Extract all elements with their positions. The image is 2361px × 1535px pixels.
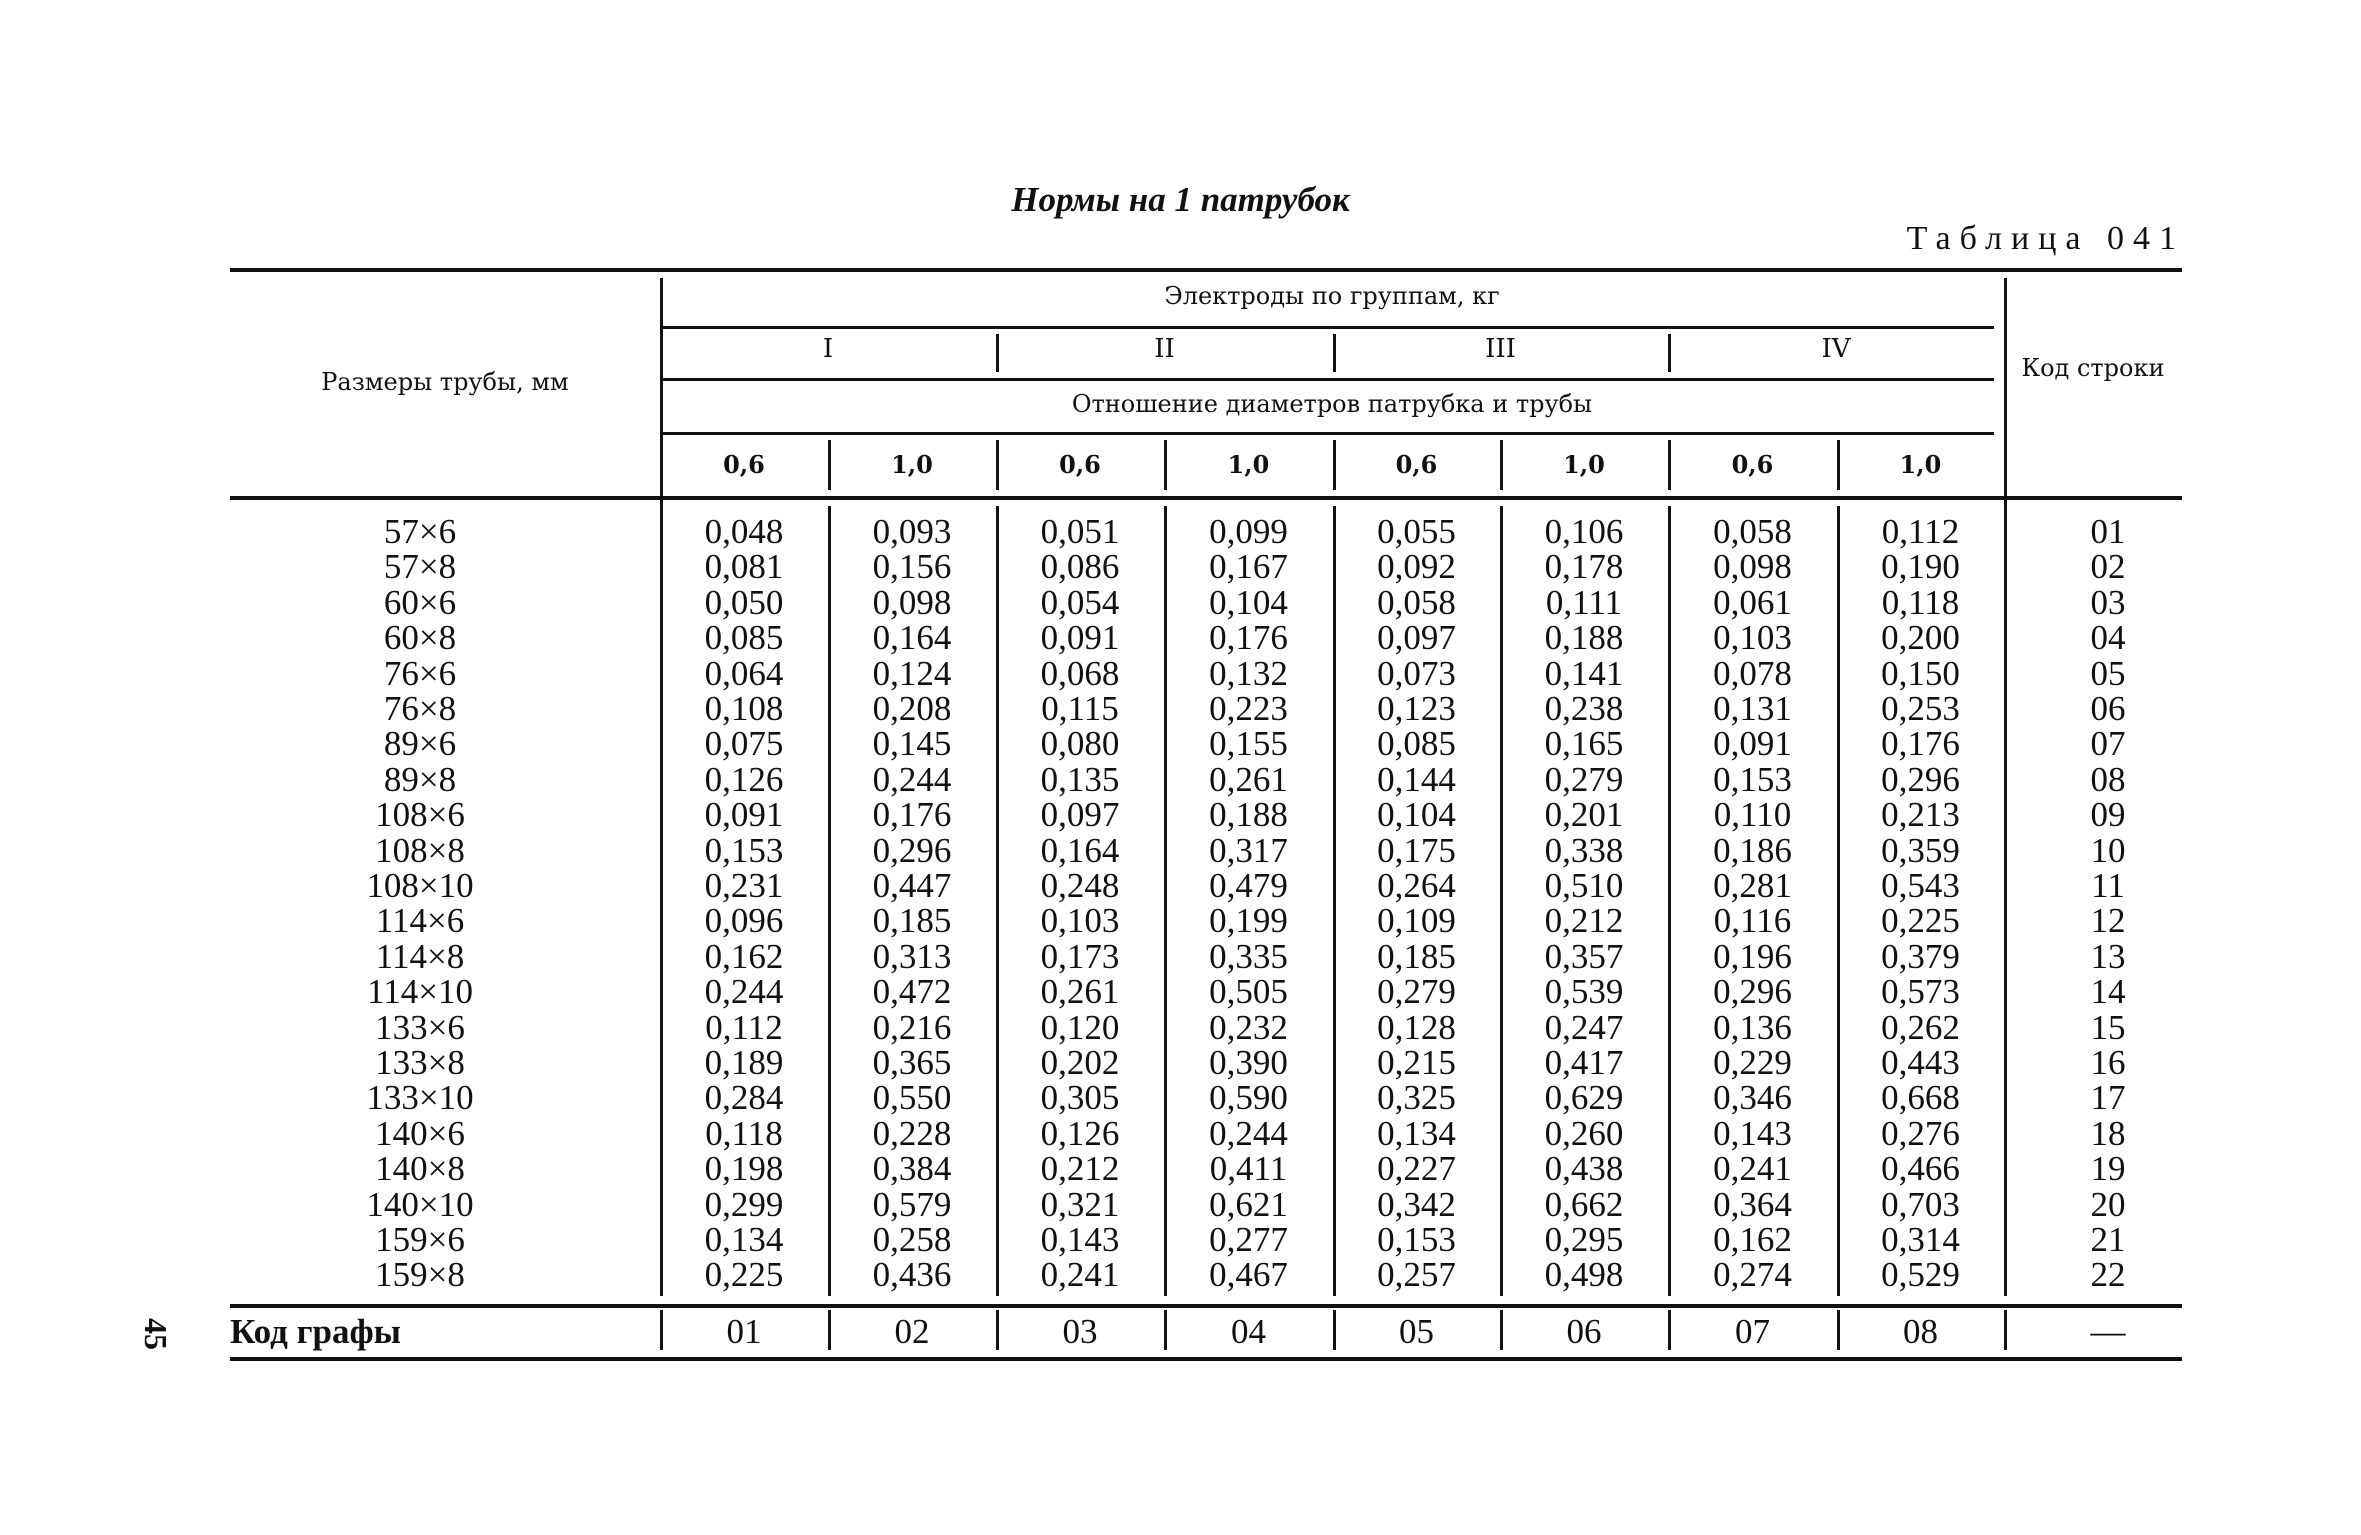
electrode-norm-value: 0,068 xyxy=(1040,653,1120,693)
column-code: 08 xyxy=(1903,1312,1938,1351)
electrode-norm-value: 0,257 xyxy=(1377,1255,1456,1295)
column-code: 05 xyxy=(1399,1312,1434,1351)
electrode-norm-value: 0,703 xyxy=(1881,1184,1960,1224)
electrode-norm-value: 0,467 xyxy=(1209,1255,1288,1295)
electrode-norm-value: 0,106 xyxy=(1544,512,1624,551)
electrode-norm-value: 0,261 xyxy=(1040,972,1120,1012)
electrode-norm-value: 0,143 xyxy=(1713,1113,1792,1153)
page-title: Нормы на 1 патрубок xyxy=(1011,180,1350,219)
electrode-norm-value: 0,479 xyxy=(1209,866,1288,905)
pipe-size: 133×8 xyxy=(375,1043,465,1082)
pipe-size: 108×10 xyxy=(366,866,474,905)
group-header: II xyxy=(1154,334,1175,364)
column-code: 01 xyxy=(726,1312,762,1351)
electrode-norm-value: 0,064 xyxy=(704,653,784,693)
electrode-norm-value: 0,051 xyxy=(1040,512,1120,551)
electrode-norm-value: 0,118 xyxy=(705,1113,783,1153)
header-bottom-rule xyxy=(230,496,2182,500)
electrode-norm-value: 0,153 xyxy=(1377,1220,1456,1259)
ratio-value: 0,6 xyxy=(1731,450,1774,479)
electrode-norm-value: 0,208 xyxy=(872,689,952,728)
electrode-norm-value: 0,346 xyxy=(1713,1078,1792,1118)
electrode-norm-value: 0,231 xyxy=(704,866,784,905)
electrode-norm-value: 0,505 xyxy=(1209,972,1288,1012)
row-code: 10 xyxy=(2090,830,2126,870)
electrode-norm-value: 0,185 xyxy=(872,901,952,941)
row-code: 01 xyxy=(2090,512,2126,551)
electrode-norm-value: 0,111 xyxy=(1545,582,1623,622)
footer-bottom-rule xyxy=(230,1357,2182,1361)
table-label: Таблица 041 xyxy=(1906,220,2185,257)
pipe-size: 60×6 xyxy=(383,582,457,622)
pipe-size: 108×6 xyxy=(375,795,465,835)
ratio-value: 1,0 xyxy=(1563,450,1605,479)
pipe-size: 57×8 xyxy=(383,547,457,587)
electrode-norm-value: 0,253 xyxy=(1881,689,1960,728)
pipe-size: 60×8 xyxy=(383,618,457,658)
electrode-norm-value: 0,186 xyxy=(1713,830,1792,870)
electrode-norm-value: 0,126 xyxy=(704,759,784,799)
row-code: 17 xyxy=(2090,1078,2126,1118)
electrode-norm-value: 0,238 xyxy=(1544,689,1624,728)
electrode-norm-value: 0,225 xyxy=(1881,901,1960,941)
electrode-norm-value: 0,092 xyxy=(1377,547,1456,587)
electrode-norm-value: 0,213 xyxy=(1881,795,1960,835)
electrode-norm-value: 0,075 xyxy=(704,724,784,764)
electrode-norm-value: 0,109 xyxy=(1377,901,1456,941)
electrode-norm-value: 0,185 xyxy=(1377,936,1456,976)
electrode-norm-value: 0,188 xyxy=(1544,618,1624,658)
footer-divider xyxy=(2004,1310,2007,1350)
page-number: 45 xyxy=(138,1318,174,1350)
electrode-norm-value: 0,150 xyxy=(1881,653,1960,693)
column-code: 02 xyxy=(894,1312,930,1351)
electrode-norm-value: 0,188 xyxy=(1209,795,1288,835)
electrode-norm-value: 0,573 xyxy=(1881,972,1960,1012)
row-code: 11 xyxy=(2091,866,2125,905)
row-code: 12 xyxy=(2090,901,2126,941)
electrode-norm-value: 0,104 xyxy=(1209,582,1288,622)
electrode-norm-value: 0,134 xyxy=(704,1220,784,1259)
electrode-norm-value: 0,120 xyxy=(1040,1007,1120,1047)
body-bottom-rule xyxy=(230,1304,2182,1308)
electrode-norm-value: 0,277 xyxy=(1209,1220,1288,1259)
electrode-norm-value: 0,447 xyxy=(872,866,952,905)
column-code-dash: — xyxy=(2090,1312,2126,1351)
electrode-norm-value: 0,274 xyxy=(1713,1255,1792,1295)
ratio-value: 0,6 xyxy=(723,450,765,479)
electrode-norm-value: 0,325 xyxy=(1377,1078,1456,1118)
electrode-norm-value: 0,227 xyxy=(1377,1149,1456,1189)
electrode-norm-value: 0,156 xyxy=(872,547,952,587)
electrode-norm-value: 0,281 xyxy=(1713,866,1792,905)
row-code: 03 xyxy=(2090,582,2126,622)
electrode-norm-value: 0,098 xyxy=(872,582,952,622)
row-code: 15 xyxy=(2090,1007,2126,1047)
size-column-header: Размеры трубы, мм xyxy=(321,368,569,396)
pipe-size: 159×6 xyxy=(375,1220,465,1259)
electrode-norm-value: 0,190 xyxy=(1881,547,1960,587)
row-code: 22 xyxy=(2090,1255,2126,1295)
column-code: 04 xyxy=(1231,1312,1266,1351)
electrode-norm-value: 0,048 xyxy=(704,512,784,551)
group-header: IV xyxy=(1821,334,1851,364)
pipe-size: 57×6 xyxy=(383,512,457,551)
pipe-size: 76×6 xyxy=(383,653,457,693)
electrode-norm-value: 0,081 xyxy=(704,547,784,587)
row-code: 18 xyxy=(2090,1113,2126,1153)
electrode-norm-value: 0,165 xyxy=(1544,724,1624,764)
electrodes-header: Электроды по группам, кг xyxy=(1164,282,1500,310)
pipe-size: 140×6 xyxy=(375,1113,465,1153)
electrode-norm-value: 0,357 xyxy=(1544,936,1624,976)
electrode-norm-value: 0,112 xyxy=(1881,512,1960,551)
electrode-norm-value: 0,317 xyxy=(1209,830,1288,870)
electrode-norm-value: 0,103 xyxy=(1713,618,1792,658)
electrode-norm-value: 0,196 xyxy=(1713,936,1792,976)
row-code: 06 xyxy=(2090,689,2126,728)
electrode-norm-value: 0,284 xyxy=(704,1078,784,1118)
electrode-norm-value: 0,529 xyxy=(1881,1255,1960,1295)
electrode-norm-value: 0,176 xyxy=(1209,618,1288,658)
top-rule xyxy=(230,268,2182,272)
pipe-size: 133×6 xyxy=(375,1007,465,1047)
pipe-size: 140×8 xyxy=(375,1149,465,1189)
electrode-norm-value: 0,058 xyxy=(1713,512,1792,551)
electrode-norm-value: 0,176 xyxy=(872,795,952,835)
row-code: 08 xyxy=(2090,759,2126,799)
row-code: 20 xyxy=(2090,1184,2126,1224)
electrode-norm-value: 0,248 xyxy=(1040,866,1120,905)
electrode-norm-value: 0,279 xyxy=(1544,759,1624,799)
electrode-norm-value: 0,543 xyxy=(1881,866,1960,905)
electrode-norm-value: 0,167 xyxy=(1209,547,1288,587)
electrode-norm-value: 0,162 xyxy=(704,936,784,976)
electrode-norm-value: 0,321 xyxy=(1040,1184,1120,1224)
electrode-norm-value: 0,258 xyxy=(872,1220,952,1259)
electrode-norm-value: 0,550 xyxy=(872,1078,952,1118)
code-column-header: Код строки xyxy=(2021,354,2165,382)
pipe-size: 114×10 xyxy=(367,972,473,1012)
electrode-norm-value: 0,085 xyxy=(1377,724,1456,764)
electrode-norm-value: 0,189 xyxy=(704,1043,784,1082)
row-code: 07 xyxy=(2090,724,2126,764)
electrode-norm-value: 0,118 xyxy=(1881,582,1960,622)
electrode-norm-value: 0,539 xyxy=(1544,972,1624,1012)
electrode-norm-value: 0,629 xyxy=(1544,1078,1624,1118)
electrode-norm-value: 0,299 xyxy=(704,1184,784,1224)
electrode-norm-value: 0,215 xyxy=(1377,1043,1456,1082)
electrode-norm-value: 0,134 xyxy=(1377,1113,1456,1153)
electrode-norm-value: 0,379 xyxy=(1881,936,1960,976)
electrode-norm-value: 0,055 xyxy=(1377,512,1456,551)
electrode-norm-value: 0,080 xyxy=(1040,724,1120,764)
electrode-norm-value: 0,241 xyxy=(1040,1255,1120,1295)
electrode-norm-value: 0,314 xyxy=(1881,1220,1960,1259)
electrode-norm-value: 0,296 xyxy=(872,830,952,870)
electrode-norm-value: 0,498 xyxy=(1544,1255,1624,1295)
electrode-norm-value: 0,173 xyxy=(1040,936,1120,976)
electrode-norm-value: 0,335 xyxy=(1209,936,1288,976)
electrode-norm-value: 0,443 xyxy=(1881,1043,1960,1082)
electrode-norm-value: 0,662 xyxy=(1544,1184,1624,1224)
electrode-norm-value: 0,162 xyxy=(1713,1220,1792,1259)
groups-rule xyxy=(660,378,1994,381)
electrode-norm-value: 0,176 xyxy=(1881,724,1960,764)
electrode-norm-value: 0,510 xyxy=(1544,866,1624,905)
electrode-norm-value: 0,225 xyxy=(704,1255,784,1295)
row-code: 14 xyxy=(2090,972,2126,1012)
electrode-norm-value: 0,144 xyxy=(1377,759,1456,799)
electrode-norm-value: 0,279 xyxy=(1377,972,1456,1012)
ratio-value: 1,0 xyxy=(1899,450,1942,479)
electrode-norm-value: 0,115 xyxy=(1041,689,1119,728)
electrode-norm-value: 0,359 xyxy=(1881,830,1960,870)
electrode-norm-value: 0,126 xyxy=(1040,1113,1120,1153)
pipe-size: 140×10 xyxy=(366,1184,474,1224)
pipe-size: 114×6 xyxy=(375,901,465,941)
electrode-norm-value: 0,417 xyxy=(1544,1043,1624,1082)
electrode-norm-value: 0,262 xyxy=(1881,1007,1960,1047)
electrode-norm-value: 0,264 xyxy=(1377,866,1456,905)
column-rule xyxy=(2004,278,2007,1296)
electrode-norm-value: 0,247 xyxy=(1544,1007,1624,1047)
electrode-norm-value: 0,143 xyxy=(1040,1220,1120,1259)
electrode-norm-value: 0,155 xyxy=(1209,724,1288,764)
column-code: 06 xyxy=(1566,1312,1602,1351)
electrode-norm-value: 0,099 xyxy=(1209,512,1288,551)
electrode-norm-value: 0,296 xyxy=(1713,972,1792,1012)
electrode-norm-value: 0,212 xyxy=(1040,1149,1120,1189)
electrode-norm-value: 0,621 xyxy=(1209,1184,1288,1224)
electrode-norm-value: 0,104 xyxy=(1377,795,1456,835)
electrode-norm-value: 0,110 xyxy=(1713,795,1792,835)
electrode-norm-value: 0,136 xyxy=(1713,1007,1792,1047)
electrode-norm-value: 0,365 xyxy=(872,1043,952,1082)
pipe-size: 76×8 xyxy=(383,689,457,728)
electrode-norm-value: 0,212 xyxy=(1544,901,1624,941)
pipe-size: 89×8 xyxy=(383,759,457,799)
electrode-norm-value: 0,058 xyxy=(1377,582,1456,622)
electrode-norm-value: 0,097 xyxy=(1040,795,1120,835)
electrode-norm-value: 0,124 xyxy=(872,653,952,693)
electrode-norm-value: 0,411 xyxy=(1209,1149,1288,1189)
row-code: 19 xyxy=(2090,1149,2126,1189)
electrode-norm-value: 0,132 xyxy=(1209,653,1288,693)
electrode-norm-value: 0,466 xyxy=(1881,1149,1960,1189)
row-code: 09 xyxy=(2090,795,2126,835)
electrode-norm-value: 0,116 xyxy=(1713,901,1792,941)
row-code: 05 xyxy=(2090,653,2126,693)
ratio-value: 0,6 xyxy=(1059,450,1101,479)
electrode-norm-value: 0,202 xyxy=(1040,1043,1120,1082)
column-code: 07 xyxy=(1735,1312,1770,1351)
electrode-norm-value: 0,178 xyxy=(1544,547,1624,587)
electrode-norm-value: 0,061 xyxy=(1713,582,1792,622)
electrode-norm-value: 0,073 xyxy=(1377,653,1456,693)
electrode-norm-value: 0,128 xyxy=(1377,1007,1456,1047)
electrode-norm-value: 0,313 xyxy=(872,936,952,976)
electrode-norm-value: 0,296 xyxy=(1881,759,1960,799)
electrode-norm-value: 0,223 xyxy=(1209,689,1288,728)
electrode-norm-value: 0,091 xyxy=(704,795,784,835)
ratio-value: 1,0 xyxy=(1227,450,1270,479)
electrode-norm-value: 0,199 xyxy=(1209,901,1288,941)
electrode-norm-value: 0,050 xyxy=(704,582,784,622)
electrode-norm-value: 0,131 xyxy=(1713,689,1792,728)
electrode-norm-value: 0,305 xyxy=(1040,1078,1120,1118)
pipe-size: 108×8 xyxy=(375,830,465,870)
electrode-norm-value: 0,438 xyxy=(1544,1149,1624,1189)
group-header: I xyxy=(822,334,834,364)
electrode-norm-value: 0,244 xyxy=(872,759,952,799)
electrode-norm-value: 0,153 xyxy=(704,830,784,870)
pipe-size: 133×10 xyxy=(366,1078,474,1118)
electrode-norm-value: 0,096 xyxy=(704,901,784,941)
electrode-norm-value: 0,295 xyxy=(1544,1220,1624,1259)
electrode-norm-value: 0,091 xyxy=(1040,618,1120,658)
electrode-norm-value: 0,086 xyxy=(1040,547,1120,587)
electrode-norm-value: 0,229 xyxy=(1713,1043,1792,1082)
row-code: 02 xyxy=(2090,547,2126,587)
ratio-value: 0,6 xyxy=(1395,450,1438,479)
electrode-norm-value: 0,244 xyxy=(704,972,784,1012)
electrode-norm-value: 0,091 xyxy=(1713,724,1792,764)
electrode-norm-value: 0,103 xyxy=(1040,901,1120,941)
electrode-norm-value: 0,078 xyxy=(1713,653,1792,693)
electrode-norm-value: 0,054 xyxy=(1040,582,1120,622)
group-header: III xyxy=(1485,334,1516,364)
electrode-norm-value: 0,098 xyxy=(1713,547,1792,587)
electrode-norm-value: 0,342 xyxy=(1377,1184,1456,1224)
row-code: 13 xyxy=(2090,936,2126,976)
electrode-norm-value: 0,198 xyxy=(704,1149,784,1189)
electrode-norm-value: 0,093 xyxy=(872,512,952,551)
electrode-norm-value: 0,228 xyxy=(872,1113,952,1153)
electrode-norm-value: 0,164 xyxy=(1040,830,1120,870)
electrode-norm-value: 0,135 xyxy=(1040,759,1120,799)
electrode-norm-value: 0,579 xyxy=(872,1184,952,1224)
electrode-norm-value: 0,200 xyxy=(1881,618,1960,658)
electrode-norm-value: 0,472 xyxy=(872,972,952,1012)
electrode-norm-value: 0,390 xyxy=(1209,1043,1288,1082)
electrode-norm-value: 0,164 xyxy=(872,618,952,658)
electrode-norm-value: 0,244 xyxy=(1209,1113,1288,1153)
electrode-norm-value: 0,260 xyxy=(1544,1113,1624,1153)
electrode-norm-value: 0,145 xyxy=(872,724,952,764)
electrode-norm-value: 0,436 xyxy=(872,1255,952,1295)
electrode-norm-value: 0,276 xyxy=(1881,1113,1960,1153)
electrode-norm-value: 0,232 xyxy=(1209,1007,1288,1047)
electrode-norm-value: 0,123 xyxy=(1377,689,1456,728)
electrode-norm-value: 0,153 xyxy=(1713,759,1792,799)
pipe-size: 159×8 xyxy=(375,1255,465,1295)
electrode-norm-value: 0,097 xyxy=(1377,618,1456,658)
electrode-norm-value: 0,384 xyxy=(872,1149,952,1189)
column-code-label: Код графы xyxy=(230,1312,401,1351)
electrode-norm-value: 0,338 xyxy=(1544,830,1624,870)
electrode-norm-value: 0,668 xyxy=(1881,1078,1960,1118)
row-code: 16 xyxy=(2090,1043,2126,1082)
electrode-norm-value: 0,175 xyxy=(1377,830,1456,870)
ratio-rule xyxy=(660,432,1994,435)
electrodes-rule xyxy=(660,326,1994,329)
electrode-norm-value: 0,141 xyxy=(1544,653,1624,693)
ratio-value: 1,0 xyxy=(891,450,933,479)
electrode-norm-value: 0,241 xyxy=(1713,1149,1792,1189)
electrode-norm-value: 0,261 xyxy=(1209,759,1288,799)
electrode-norm-value: 0,201 xyxy=(1544,795,1624,835)
electrode-norm-value: 0,590 xyxy=(1209,1078,1288,1118)
electrode-norm-value: 0,085 xyxy=(704,618,784,658)
pipe-size: 114×8 xyxy=(375,936,465,976)
pipe-size: 89×6 xyxy=(383,724,457,764)
electrode-norm-value: 0,216 xyxy=(872,1007,952,1047)
electrode-norm-value: 0,108 xyxy=(704,689,784,728)
column-code: 03 xyxy=(1062,1312,1098,1351)
row-code: 21 xyxy=(2090,1220,2126,1259)
electrode-norm-value: 0,364 xyxy=(1713,1184,1792,1224)
electrode-norm-value: 0,112 xyxy=(705,1007,783,1047)
ratio-header: Отношение диаметров патрубка и трубы xyxy=(1071,390,1593,418)
row-code: 04 xyxy=(2090,618,2126,658)
